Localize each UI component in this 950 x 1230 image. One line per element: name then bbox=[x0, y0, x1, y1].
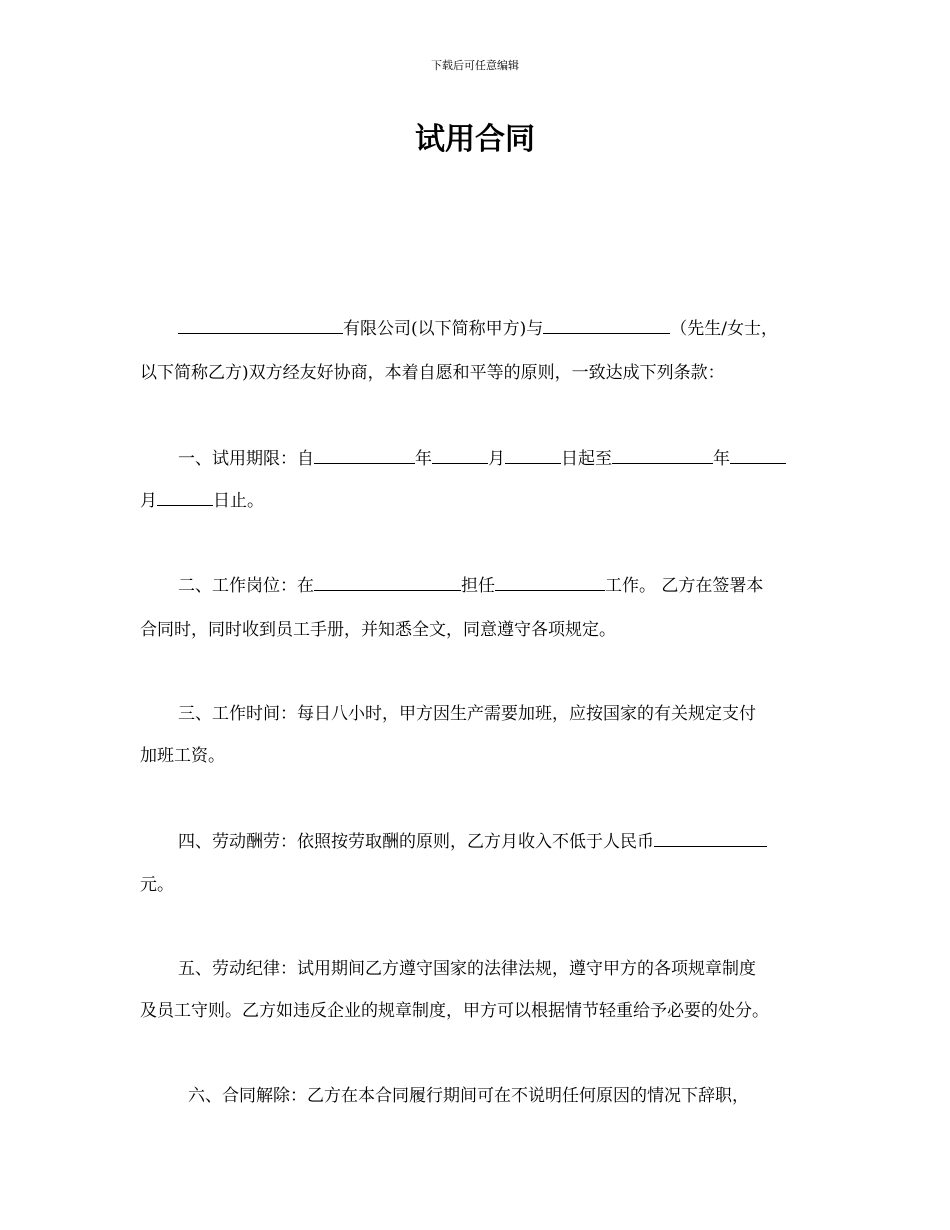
clause4-text: 四、劳动酬劳：依照按劳取酬的原则，乙方月收入不低于人民币 bbox=[178, 832, 654, 852]
clause3-line-2: 加班工资。 bbox=[140, 746, 225, 766]
clause1-label: 一、试用期限：自 bbox=[178, 449, 314, 469]
intro-text-1: 有限公司(以下简称甲方)与 bbox=[343, 319, 544, 339]
clause2-work: 工作。 乙方在签署本 bbox=[605, 576, 764, 596]
clause2-label: 二、工作岗位：在 bbox=[178, 576, 314, 596]
employee-name-blank bbox=[543, 318, 670, 334]
intro-text-2: （先生/女士， bbox=[670, 319, 778, 339]
clause6-line-1: 六、合同解除：乙方在本合同履行期间可在不说明任何原因的情况下辞职， bbox=[188, 1086, 749, 1106]
clause1-month: 月 bbox=[488, 449, 505, 469]
document-title: 试用合同 bbox=[415, 122, 535, 157]
clause5-line-2: 及员工守则。乙方如违反企业的规章制度，甲方可以根据情节轻重给予必要的处分。 bbox=[140, 1001, 769, 1021]
clause1-line-1 bbox=[178, 448, 786, 470]
clause1-year2: 年 bbox=[713, 449, 730, 469]
header-note: 下载后可任意编辑 bbox=[431, 59, 519, 72]
clause2-line-1 bbox=[178, 575, 763, 597]
clause4-line-2: 元。 bbox=[140, 875, 174, 895]
clause2-line-2: 合同时，同时收到员工手册，并知悉全文，同意遵守各项规定。 bbox=[140, 620, 616, 640]
start-day-blank bbox=[505, 448, 561, 464]
position-blank bbox=[495, 575, 605, 591]
clause1-day-end: 日止。 bbox=[213, 491, 264, 511]
end-year-blank bbox=[612, 448, 713, 464]
salary-blank bbox=[654, 831, 767, 847]
clause5-line-1: 五、劳动纪律：试用期间乙方遵守国家的法律法规，遵守甲方的各项规章制度 bbox=[178, 959, 756, 979]
start-month-blank bbox=[432, 448, 488, 464]
start-year-blank bbox=[314, 448, 415, 464]
clause1-line-2 bbox=[140, 490, 264, 512]
intro-line-1 bbox=[178, 318, 778, 340]
end-month-blank-part bbox=[730, 448, 786, 464]
company-name-blank bbox=[178, 318, 343, 334]
department-blank bbox=[314, 575, 461, 591]
clause1-day-start: 日起至 bbox=[561, 449, 612, 469]
clause1-year: 年 bbox=[415, 449, 432, 469]
end-day-blank bbox=[157, 490, 213, 506]
clause3-line-1: 三、工作时间：每日八小时，甲方因生产需要加班，应按国家的有关规定支付 bbox=[178, 704, 756, 724]
clause2-serve: 担任 bbox=[461, 576, 495, 596]
clause4-line-1 bbox=[178, 831, 767, 853]
clause1-month2: 月 bbox=[140, 491, 157, 511]
intro-line-2: 以下简称乙方)双方经友好协商，本着自愿和平等的原则，一致达成下列条款： bbox=[140, 363, 725, 383]
